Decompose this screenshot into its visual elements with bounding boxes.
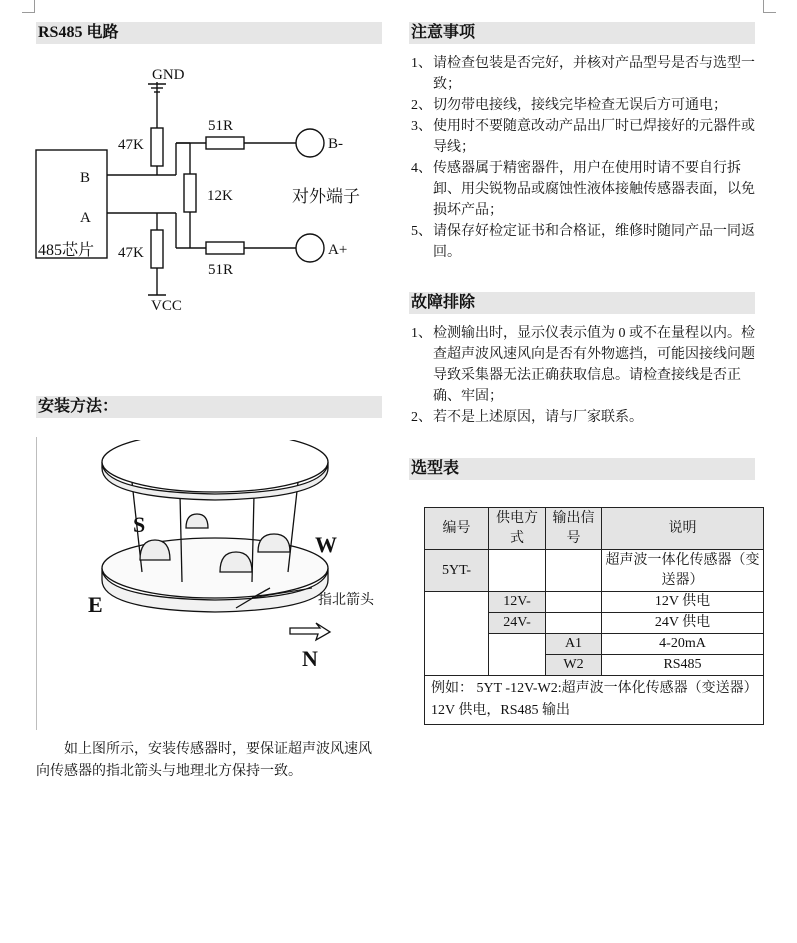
label-pin-a: A (80, 210, 91, 226)
table-row (425, 550, 764, 592)
cell-code-desc: 超声波一体化传感器（变送器） (602, 550, 764, 592)
list-item: 3、 使用时不要随意改动产品出厂时已焊接好的元器件或导线； (411, 119, 755, 155)
sensor-install-illustration (40, 440, 380, 690)
cell-code: 5YT- (425, 550, 489, 592)
crop-mark-top-left (22, 0, 35, 13)
label-gnd: GND (152, 67, 185, 83)
cell-power-12-desc: 12V 供电 (602, 592, 764, 613)
direction-n: N (302, 646, 318, 671)
cell-out-w2-desc: RS485 (602, 655, 764, 676)
cell-out-a1: A1 (546, 634, 602, 655)
troubleshoot-list (411, 323, 755, 428)
list-item: 1、 请检查包装是否完好，并核对产品型号是否与选型一致； (411, 56, 755, 92)
label-ext-terminal: 对外端子 (292, 187, 360, 206)
troubleshoot-heading: 故障排除 (409, 292, 755, 314)
crop-mark-top-right (763, 0, 776, 13)
list-item: 1、 检测输出时，显示仪表示值为 0 或不在量程以内。检查超声波风速风向是否有外物遮挡，可能因接线问题导致采集器无法正确获取信息。请检查接线是否正确、牢固； (411, 326, 755, 404)
list-item: 2、 若不是上述原因，请与厂家联系。 (411, 410, 643, 425)
cell-power-24-desc: 24V 供电 (602, 613, 764, 634)
label-chip: 485芯片 (38, 242, 95, 259)
direction-s: S (133, 512, 146, 537)
label-pin-b: B (80, 170, 91, 186)
notes-list (411, 53, 755, 263)
header-desc: 说明 (602, 508, 764, 550)
north-arrow-icon (290, 623, 330, 640)
cell-power-24: 24V- (489, 613, 546, 634)
install-heading: 安装方法： (36, 396, 382, 418)
selection-table (424, 507, 764, 725)
header-output: 输出信号 (546, 508, 602, 550)
label-term-b: B- (328, 136, 343, 152)
list-item: 2、 切勿带电接线，接线完毕检查无误后方可通电； (411, 98, 727, 113)
cell-example: 例如： 5YT -12V-W2:超声波一体化传感器（变送器）12V 供电，RS485 输出 (425, 676, 764, 725)
label-r-pull-bottom: 47K (118, 245, 144, 261)
rs485-circuit-diagram (30, 60, 390, 320)
table-row (425, 592, 764, 613)
image-left-rule (36, 437, 37, 730)
label-r-series-top: 51R (208, 118, 234, 134)
list-item: 4、 传感器属于精密器件，用户在使用时请不要自行拆卸、用尖锐物品或腐蚀性液体接触传感器表面，以免损坏产品； (411, 161, 755, 218)
label-r-term: 12K (207, 188, 233, 204)
resistor-47k-top (151, 128, 163, 166)
header-code: 编号 (425, 508, 489, 550)
header-power: 供电方式 (489, 508, 546, 550)
cell-out-a1-desc: 4-20mA (602, 634, 764, 655)
notes-heading: 注意事项 (409, 22, 755, 44)
label-r-pull-top: 47K (118, 137, 144, 153)
install-caption: 如上图所示，安装传感器时，要保证超声波风速风向传感器的指北箭头与地理北方保持一致。 (36, 742, 372, 779)
selection-heading: 选型表 (409, 458, 755, 480)
resistor-51r-bottom (206, 242, 244, 254)
label-vcc: VCC (151, 298, 182, 314)
north-arrow-label: 指北箭头 (318, 593, 374, 608)
terminal-b-circle (296, 129, 324, 157)
label-r-series-bottom: 51R (208, 262, 234, 278)
cell-out-w2: W2 (546, 655, 602, 676)
list-item: 5、 请保存好检定证书和合格证，维修时随同产品一同返回。 (411, 224, 755, 260)
cell-power-12: 12V- (489, 592, 546, 613)
terminal-a-circle (296, 234, 324, 262)
direction-e: E (88, 592, 103, 617)
direction-w: W (315, 532, 337, 557)
circuit-heading: RS485 电路 (36, 22, 382, 44)
resistor-12k (184, 174, 196, 212)
resistor-47k-bottom (151, 230, 163, 268)
label-term-a: A+ (328, 242, 348, 258)
table-row (425, 676, 764, 725)
table-header-row (425, 508, 764, 550)
resistor-51r-top (206, 137, 244, 149)
